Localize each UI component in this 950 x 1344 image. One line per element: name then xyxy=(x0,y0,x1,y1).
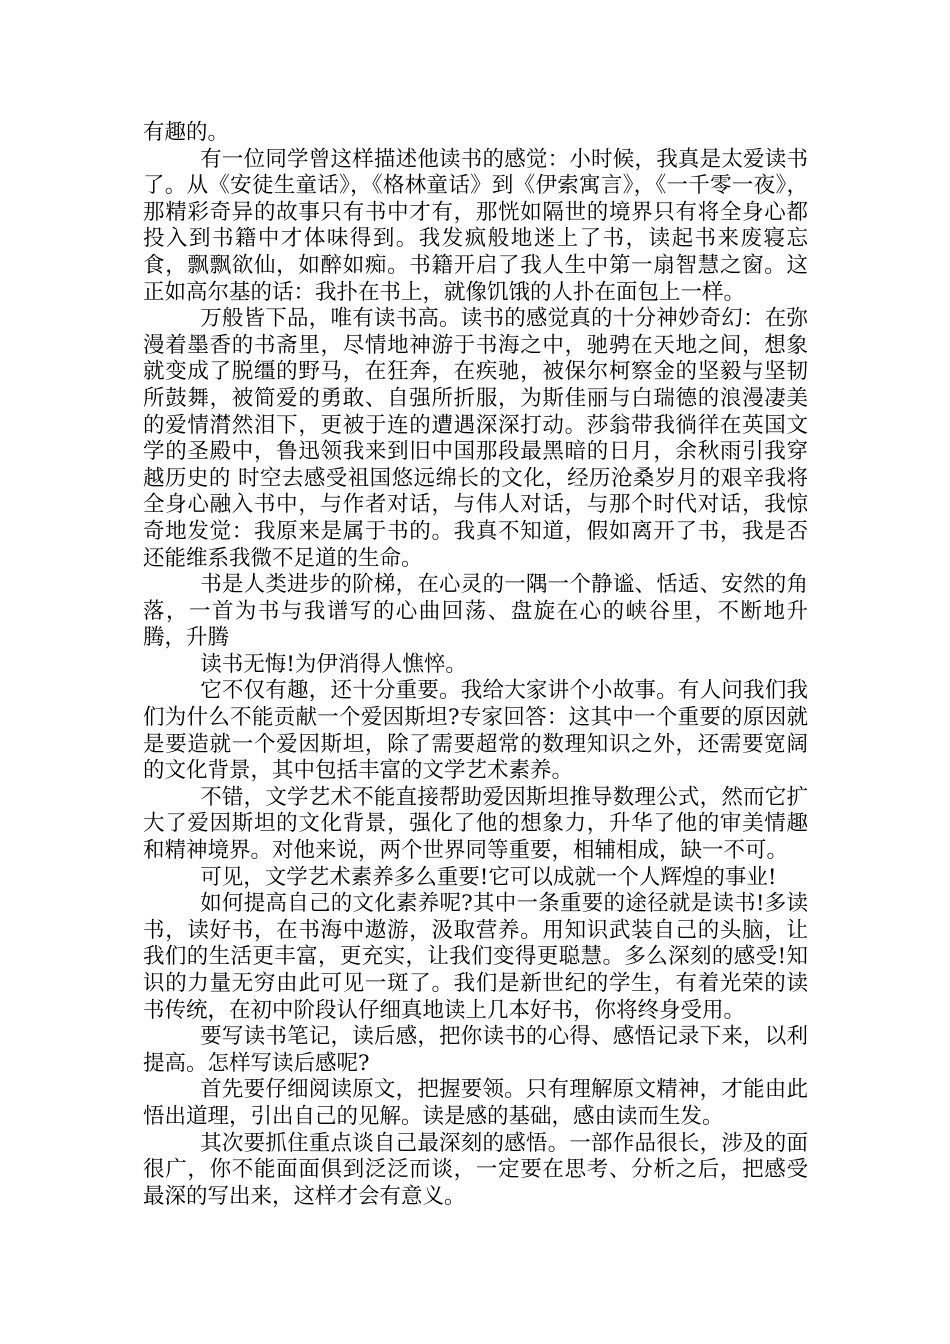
paragraph: 万般皆下品，唯有读书高。读书的感觉真的十分神妙奇幻：在弥漫着墨香的书斋里，尽情地神游于书海之中，驰骋在天地之间，想象就变成了脱缰的野马，在狂奔，在疾驰，被保尔柯察金的坚毅与坚韧所鼓舞，被简爱的勇敢、自强所折服，为斯佳丽与白瑞德的浪漫凄美的爱情潸然泪下，更被于连的遭遇深深打动。莎翁带我徜徉在英国文学的圣殿中，鲁迅领我来到旧中国那段最黑暗的日月，余秋雨引我穿越历史的 时空去感受祖国悠远绵长的文化，经历沧桑岁月的艰辛我将全身心融入书中，与作者对话，与伟人对话，与那个时代对话，我惊奇地发觉：我原来是属于书的。我真不知道，假如离开了书，我是否还能维系我微不足道的生命。 xyxy=(143,306,808,571)
paragraph: 有一位同学曾这样描述他读书的感觉：小时候，我真是太爱读书了。从《安徒生童话》，《格林童话》到《伊索寓言》，《一千零一夜》，那精彩奇异的故事只有书中才有，那恍如隔世的境界只有将全身心都投入到书籍中才体味得到。我发疯般地迷上了书，读起书来废寝忘食，飘飘欲仙，如醉如痴。书籍开启了我人生中第一扇智慧之窗。这正如高尔基的话：我扑在书上，就像饥饿的人扑在面包上一样。 xyxy=(143,146,808,305)
document-body xyxy=(143,120,808,1210)
paragraph: 书是人类进步的阶梯，在心灵的一隅一个静谧、恬适、安然的角落，一首为书与我谱写的心曲回荡、盘旋在心的峡谷里，不断地升腾，升腾 xyxy=(143,572,808,651)
paragraph: 可见，文学艺术素养多么重要!它可以成就一个人辉煌的事业! xyxy=(200,864,777,890)
paragraph: 其次要抓住重点谈自己最深刻的感悟。一部作品很长，涉及的面很广，你不能面面俱到泛泛而谈，一定要在思考、分析之后，把感受最深的写出来，这样才会有意义。 xyxy=(143,1130,808,1209)
paragraph: 首先要仔细阅读原文，把握要领。只有理解原文精神，才能由此悟出道理，引出自己的见解。读是感的基础，感由读而生发。 xyxy=(143,1077,808,1129)
paragraph-continuation: 有趣的。 xyxy=(143,120,230,145)
paragraph: 要写读书笔记，读后感，把你读书的心得、感悟记录下来，以利提高。怎样写读后感呢? xyxy=(143,1024,808,1076)
paragraph: 如何提高自己的文化素养呢?其中一条重要的途径就是读书!多读书，读好书，在书海中遨游，汲取营养。用知识武装自己的头脑，让我们的生活更丰富，更充实，让我们变得更聪慧。多么深刻的感受!知识的力量无穷由此可见一斑了。我们是新世纪的学生，有着光荣的读书传统，在初中阶段认仔细真地读上几本好书，你将终身受用。 xyxy=(143,891,808,1023)
paragraph: 不错，文学艺术不能直接帮助爱因斯坦推导数理公式，然而它扩大了爱因斯坦的文化背景，强化了他的想象力，升华了他的审美情趣和精神境界。对他来说，两个世界同等重要，相辅相成，缺一不可。 xyxy=(143,784,808,864)
paragraph: 读书无悔!为伊消得人憔悴。 xyxy=(200,651,467,677)
paragraph: 它不仅有趣，还十分重要。我给大家讲个小故事。有人问我们我们为什么不能贡献一个爱因斯坦?专家回答：这其中一个重要的原因就是要造就一个爱因斯坦，除了需要超常的数理知识之外，还需要宽阔的文化背景，其中包括丰富的文学艺术素养。 xyxy=(143,678,808,784)
